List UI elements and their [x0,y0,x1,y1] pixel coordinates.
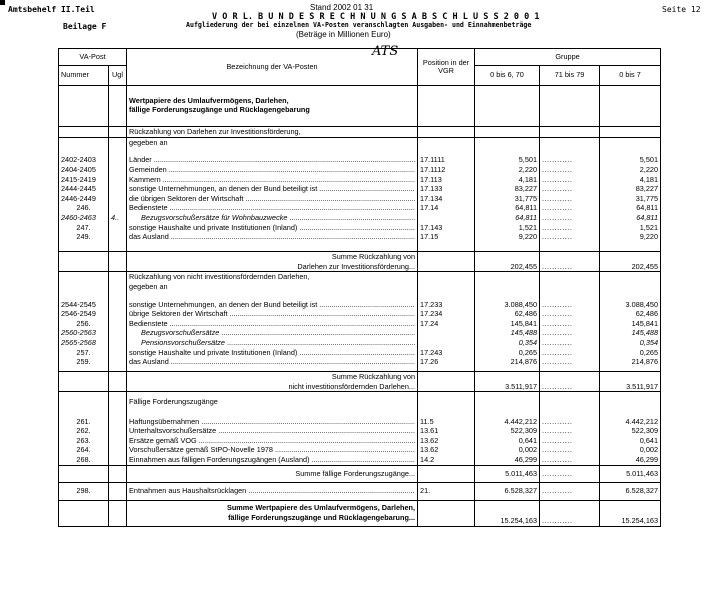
group-71-79-value: ............ [540,357,600,367]
table-row [59,232,661,242]
corner-mark [0,0,5,5]
section-3-sum-g2: ............ [540,465,600,482]
breakdown-table [58,48,661,527]
va-label-cell [127,328,418,338]
ugl [109,309,127,319]
section-1-sum-g2: ............ [540,252,600,272]
section-1-title-2: gegeben an [127,137,418,147]
grand-total-g3: 15.254,163 [600,500,661,526]
vgr-position: 17.26 [418,357,475,367]
vgr-position [418,338,475,348]
ugl [109,155,127,165]
va-number: 2546-2549 [59,309,109,319]
table-row [59,175,661,185]
ugl [109,203,127,213]
col-position: Position in der VGR [418,49,475,86]
section-1-sum-g1: 202,455 [475,252,540,272]
va-label-cell [127,184,418,194]
vgr-position: 14.2 [418,455,475,465]
grand-total-g2: ............ [540,500,600,526]
va-number: 249. [59,232,109,242]
va-number: 2560-2563 [59,328,109,338]
section-1-rows [59,155,661,241]
va-label: Bedienstete [129,318,168,328]
va-label: das Ausland [129,357,169,367]
section-3-sum-label: Summe fällige Forderungszugänge... [127,465,418,482]
va-number: 2404-2405 [59,165,109,175]
section-3-title: Fällige Forderungszugänge [127,397,418,407]
table-row [59,203,661,213]
va-label: übrige Sektoren der Wirtschaft [129,309,228,319]
group-0-7-value: 522,309 [600,426,661,436]
table-row [59,165,661,175]
va-label: sonstige Unternehmungen, an denen der Bund beteiligt ist [129,184,318,194]
va-label: Gemeinden [129,164,167,174]
col-g3: 0 bis 7 [600,66,661,86]
group-71-79-value: ............ [540,223,600,233]
group-0-7-value: 0,002 [600,445,661,455]
group-0-7-value: 1,521 [600,223,661,233]
group-71-79-value: ............ [540,155,600,165]
va-label: Kammern [129,174,161,184]
section-main-title-2: fällige Forderungszugänge und Rücklagengebarung [127,105,418,115]
table-row [59,436,661,446]
va-number: 247. [59,223,109,233]
ugl [109,319,127,329]
group-0-6-70-value: 0,265 [475,348,540,358]
group-71-79-value: ............ [540,417,600,427]
table-row [59,426,661,436]
reserves-label-cell [127,482,418,500]
group-0-6-70-value: 31,775 [475,194,540,204]
reserves-label: Entnahmen aus Haushaltsrücklagen [129,486,247,496]
group-71-79-value: ............ [540,309,600,319]
va-label: Bezugsvorschußersätze [141,328,220,338]
reserves-row [59,482,661,500]
va-label-cell [127,300,418,310]
group-71-79-value: ............ [540,232,600,242]
ugl [109,338,127,348]
col-va-post: VA-Post [59,49,127,66]
va-label-cell [127,436,418,446]
table-row [59,184,661,194]
va-number: 2402-2403 [59,155,109,165]
va-label: sonstige Haushalte und private Institutionen (Inland) [129,347,298,357]
section-3-sum-g3: 5.011,463 [600,465,661,482]
ugl [109,445,127,455]
group-0-6-70-value: 5,501 [475,155,540,165]
section-2-sum-label: Summe Rückzahlung von nicht investitionsfördernden Darlehen... [127,372,418,392]
va-label-cell [127,309,418,319]
section-1-sum-g3: 202,455 [600,252,661,272]
group-0-6-70-value: 0,641 [475,436,540,446]
group-0-6-70-value: 0,002 [475,445,540,455]
va-label-cell [127,319,418,329]
ugl [109,455,127,465]
va-label: sonstige Haushalte und private Institutionen (Inland) [129,222,298,232]
ugl [109,184,127,194]
vgr-position [418,213,475,223]
vgr-position: 17.133 [418,184,475,194]
group-0-6-70-value: 1,521 [475,223,540,233]
va-number: 256. [59,319,109,329]
group-0-6-70-value: 145,488 [475,328,540,338]
va-label: Haftungsübernahmen [129,416,200,426]
va-number: 259. [59,357,109,367]
ugl [109,232,127,242]
group-71-79-value: ............ [540,175,600,185]
vgr-position: 17.24 [418,319,475,329]
ugl [109,417,127,427]
group-0-7-value: 214,876 [600,357,661,367]
ugl [109,194,127,204]
group-71-79-value: ............ [540,300,600,310]
group-71-79-value: ............ [540,338,600,348]
va-number: 2565-2568 [59,338,109,348]
group-0-7-value: 31,775 [600,194,661,204]
reserves-g1: 6.528,327 [475,482,540,500]
group-0-6-70-value: 64,811 [475,213,540,223]
stand-date: Stand 2002 01 31 [310,3,374,12]
section-2-sum-g3: 3.511,917 [600,372,661,392]
table-row [59,319,661,329]
vgr-position: 11.5 [418,417,475,427]
ugl [109,348,127,358]
section-2-title: Rückzahlung von nicht investitionsfördernden Darlehen, [127,272,418,282]
reserves-g3: 6.528,327 [600,482,661,500]
grand-total-label: Summe Wertpapiere des Umlaufvermögens, Darlehen, fällige Forderungszugänge und Rücklagengebarung... [127,500,418,526]
ugl [109,426,127,436]
table-row [59,300,661,310]
group-0-7-value: 46,299 [600,455,661,465]
vgr-position: 17.113 [418,175,475,185]
table-row [59,328,661,338]
va-number: 257. [59,348,109,358]
va-label-cell [127,175,418,185]
group-0-7-value: 2,220 [600,165,661,175]
reserves-g2: ............ [540,482,600,500]
vgr-position: 17.1112 [418,165,475,175]
group-0-7-value: 0,265 [600,348,661,358]
vgr-position: 17.1111 [418,155,475,165]
group-71-79-value: ............ [540,194,600,204]
col-nummer: Nummer [59,66,109,86]
group-0-6-70-value: 62,486 [475,309,540,319]
va-number: 264. [59,445,109,455]
va-number: 2544-2545 [59,300,109,310]
group-71-79-value: ............ [540,213,600,223]
va-label: Bedienstete [129,203,168,213]
section-2-sum-g1: 3.511,917 [475,372,540,392]
va-number: 262. [59,426,109,436]
group-71-79-value: ............ [540,445,600,455]
vgr-position: 17.15 [418,232,475,242]
group-71-79-value: ............ [540,455,600,465]
group-71-79-value: ............ [540,328,600,338]
va-label-cell [127,417,418,427]
group-71-79-value: ............ [540,436,600,446]
group-71-79-value: ............ [540,319,600,329]
table-row [59,445,661,455]
ugl [109,175,127,185]
table-row [59,348,661,358]
group-0-7-value: 0,354 [600,338,661,348]
vgr-position [418,328,475,338]
section-2-rows [59,300,661,367]
va-label: Unterhaltsvorschußersätze [129,426,217,436]
group-0-7-value: 64,811 [600,213,661,223]
col-gruppe: Gruppe [475,49,661,66]
va-label: Einnahmen aus fälligen Forderungszugängen (Ausland) [129,454,310,464]
group-0-7-value: 0,641 [600,436,661,446]
va-label-cell [127,445,418,455]
va-label-cell [127,455,418,465]
va-label-cell [127,338,418,348]
table-row [59,417,661,427]
page-subtitle: Aufgliederung der bei einzelnen VA-Posten veranschlagten Ausgaben- und Einnahmenbeträge [186,21,532,29]
section-1-title: Rückzahlung von Darlehen zur Investitionsförderung, [127,127,418,138]
reserves-nr: 298. [59,482,109,500]
vgr-position: 17.143 [418,223,475,233]
va-number: 2415-2419 [59,175,109,185]
table-row [59,309,661,319]
col-g2: 71 bis 79 [540,66,600,86]
group-0-6-70-value: 9,220 [475,232,540,242]
va-label-cell [127,213,418,223]
group-0-6-70-value: 83,227 [475,184,540,194]
group-0-7-value: 64,811 [600,203,661,213]
page-title: V O R L. B U N D E S R E C H N U N G S A B S C H L U S S 2 0 0 1 [212,12,540,22]
vgr-position: 13.62 [418,445,475,455]
table-row [59,194,661,204]
va-label-cell [127,194,418,204]
va-label: das Ausland [129,232,169,242]
grand-total-g1: 15.254,163 [475,500,540,526]
table-row [59,223,661,233]
va-label-cell [127,165,418,175]
table-row [59,338,661,348]
group-0-6-70-value: 4,181 [475,175,540,185]
group-71-79-value: ............ [540,426,600,436]
va-number: 2460-2463 [59,213,109,223]
ugl [109,223,127,233]
group-0-7-value: 3.088,450 [600,300,661,310]
table-row [59,455,661,465]
va-number: 263. [59,436,109,446]
group-0-7-value: 83,227 [600,184,661,194]
ugl [109,357,127,367]
group-0-7-value: 145,841 [600,319,661,329]
table-row [59,155,661,165]
ugl: 4.. [109,213,127,223]
section-1-sum-label: Summe Rückzahlung von Darlehen zur Investitionsförderung... [127,252,418,272]
vgr-position: 17.134 [418,194,475,204]
col-g1: 0 bis 6, 70 [475,66,540,86]
group-0-6-70-value: 46,299 [475,455,540,465]
table-row [59,213,661,223]
va-label-cell [127,232,418,242]
group-0-7-value: 4,181 [600,175,661,185]
group-0-7-value: 4.442,212 [600,417,661,427]
ugl [109,165,127,175]
unit-note: (Beträge in Millionen Euro) [296,30,391,39]
va-number: 246. [59,203,109,213]
group-0-6-70-value: 0,354 [475,338,540,348]
vgr-position: 17.233 [418,300,475,310]
page-number: Seite 12 [662,5,701,14]
group-0-7-value: 145,488 [600,328,661,338]
va-number: 261. [59,417,109,427]
va-label-cell [127,348,418,358]
col-ugl: Ugl [109,66,127,86]
beilage-label: Beilage F [63,22,107,31]
group-71-79-value: ............ [540,348,600,358]
section-2-sum-g2: ............ [540,372,600,392]
va-label-cell [127,426,418,436]
table-row [59,357,661,367]
va-label: Bezugsvorschußersätze für Wohnbauzwecke [141,212,288,222]
section-main-title: Wertpapiere des Umlaufvermögens, Darlehen, [127,96,418,106]
vgr-position: 17.14 [418,203,475,213]
va-label-cell [127,357,418,367]
va-number: 2444-2445 [59,184,109,194]
group-0-6-70-value: 522,309 [475,426,540,436]
va-label: Pensionsvorschußersätze [141,337,225,347]
ugl [109,436,127,446]
va-label: Länder [129,155,152,165]
section-3-rows [59,417,661,465]
va-label: Vorschußersätze gemäß StPO-Novelle 1978 [129,445,273,455]
group-71-79-value: ............ [540,203,600,213]
document-series: Amtsbehelf II.Teil [8,5,95,14]
group-71-79-value: ............ [540,184,600,194]
va-number: 268. [59,455,109,465]
vgr-position: 13.62 [418,436,475,446]
va-label-cell [127,155,418,165]
va-label-cell [127,203,418,213]
vgr-position: 13.61 [418,426,475,436]
vgr-position: 17.234 [418,309,475,319]
vgr-position: 17.243 [418,348,475,358]
va-label: sonstige Unternehmungen, an denen der Bund beteiligt ist [129,299,318,309]
group-0-6-70-value: 3.088,450 [475,300,540,310]
group-0-7-value: 9,220 [600,232,661,242]
va-label: die übrigen Sektoren der Wirtschaft [129,193,244,203]
group-0-6-70-value: 2,220 [475,165,540,175]
section-2-title-2: gegeben an [127,282,418,292]
va-label: Ersätze gemäß VOG [129,435,197,445]
group-0-6-70-value: 214,876 [475,357,540,367]
reserves-pos: 21. [418,482,475,500]
group-0-6-70-value: 64,811 [475,203,540,213]
col-bezeichnung: Bezeichnung der VA-Posten [127,49,418,86]
ugl [109,300,127,310]
ugl [109,328,127,338]
va-number: 2446-2449 [59,194,109,204]
group-71-79-value: ............ [540,165,600,175]
group-0-6-70-value: 4.442,212 [475,417,540,427]
va-label-cell [127,223,418,233]
handwritten-annotation: ATS [372,44,399,59]
group-0-7-value: 5,501 [600,155,661,165]
group-0-6-70-value: 145,841 [475,319,540,329]
group-0-7-value: 62,486 [600,309,661,319]
section-3-sum-g1: 5.011,463 [475,465,540,482]
